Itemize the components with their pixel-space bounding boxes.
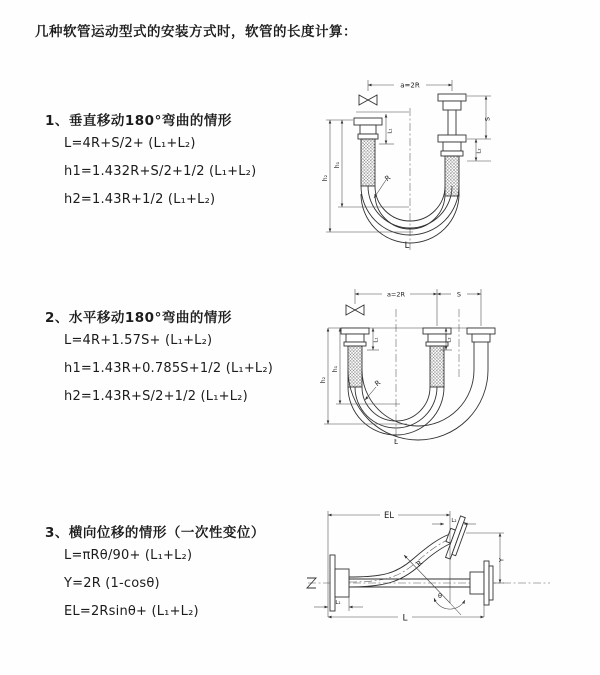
dim-label-l: L [394, 438, 398, 446]
displaced-fitting-flange [467, 328, 495, 370]
dim-label-a2r: a=2R [386, 290, 406, 299]
dimension-lines [324, 289, 481, 424]
dim-label-l: L [402, 613, 408, 624]
dim-label-el: EL [383, 511, 395, 521]
dim-label-l1: L₁ [387, 128, 394, 134]
section-1-heading: 1、垂直移动180°弯曲的情形 [45, 113, 232, 129]
dim-label-h2: h₂ [320, 376, 327, 384]
dim-label-s: S [483, 116, 492, 122]
dim-label-r: R [373, 378, 383, 389]
diagram-vertical-travel-180-bend [310, 74, 495, 254]
dim-label-r: R [415, 559, 425, 569]
dim-label-h2: h₂ [322, 174, 329, 182]
dim-label-l1: L₁ [373, 337, 380, 343]
braided-hose-section [348, 346, 362, 387]
braided-hose-section [445, 156, 459, 196]
hose-u-bend [348, 370, 488, 440]
dim-label-l2: L₂ [446, 337, 453, 343]
dimension-labels [322, 82, 492, 252]
section-1-formula-h2: h2=1.43R+1/2 (L₁+L₂) [64, 192, 216, 207]
left-fitting-flange [354, 112, 409, 186]
braided-hose-section [430, 346, 444, 387]
dim-label-s: S [456, 290, 462, 299]
dimension-lines [326, 80, 491, 232]
section-2-formula-L: L=4R+1.57S+ (L₁+L₂) [64, 333, 213, 348]
dim-label-a2r: a=2R [400, 81, 420, 90]
dim-label-y: Y [497, 558, 506, 562]
section-3-formula-EL: EL=2Rsinθ+ (L₁+L₂) [64, 604, 199, 619]
dim-label-h1: h₁ [332, 365, 339, 373]
left-fitting-flange [341, 328, 369, 387]
braided-hose-section [361, 139, 375, 186]
diagram-lateral-displacement [300, 503, 560, 638]
dim-label-theta: θ [438, 592, 442, 600]
section-2-formula-h1: h1=1.43R+0.785S+1/2 (L₁+L₂) [64, 361, 274, 376]
diagram-horizontal-travel-180-bend [312, 284, 497, 449]
section-3-formula-L: L=πRθ/90+ (L₁+L₂) [64, 548, 193, 563]
section-2-formula-h2: h2=1.43R+S/2+1/2 (L₁+L₂) [64, 389, 248, 404]
valve-icon [346, 305, 364, 315]
right-fitting-flange [438, 94, 466, 196]
dim-label-l1: L₁ [335, 600, 341, 606]
dim-label-l: L [404, 241, 410, 251]
valve-icon [359, 95, 377, 105]
dim-label-h1: h₁ [334, 161, 341, 169]
dimension-lines [314, 511, 504, 617]
dim-label-l2: L₂ [451, 518, 457, 524]
section-3-formula-Y: Y=2R (1-cosθ) [64, 576, 160, 591]
middle-fitting-flange [423, 328, 451, 387]
dimension-labels [335, 511, 505, 624]
section-1-formula-L: L=4R+S/2+ (L₁+L₂) [64, 136, 196, 151]
dim-label-r: R [383, 173, 393, 184]
section-1-formula-h1: h1=1.432R+S/2+1/2 (L₁+L₂) [64, 164, 257, 179]
dim-label-l2: L₂ [476, 148, 483, 154]
section-3-heading: 3、横向位移的情形（一次性变位） [45, 525, 265, 541]
page-title: 几种软管运动型式的安装方式时，软管的长度计算： [35, 24, 357, 40]
right-flange [470, 561, 493, 605]
section-2-heading: 2、水平移动180°弯曲的情形 [45, 310, 232, 326]
